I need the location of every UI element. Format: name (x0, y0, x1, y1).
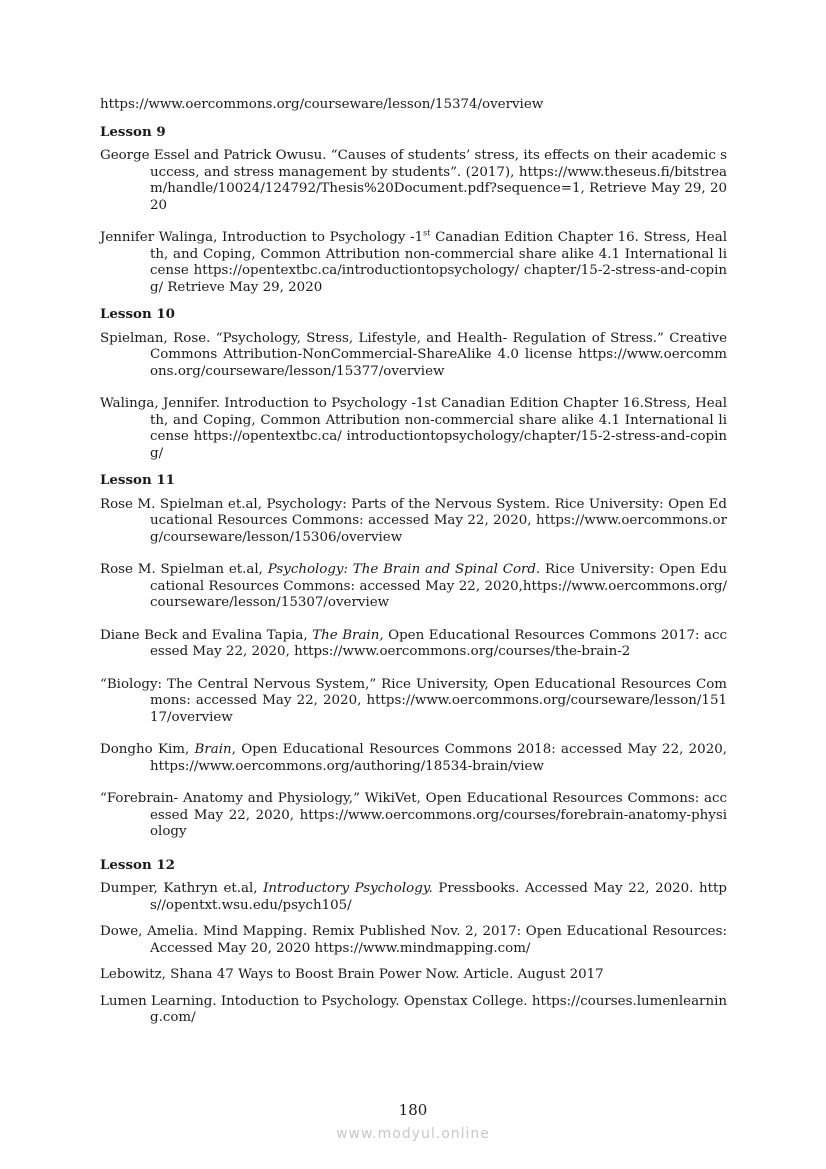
reference-text: Jennifer Walinga, Introduction to Psychology -1 (100, 230, 424, 245)
reference-title: Psychology: The Brain and Spinal Cord. (267, 562, 541, 577)
reference-entry (100, 230, 727, 296)
reference-entry: Lumen Learning. Intoduction to Psychology. Openstax College. https://courses.lumenlearning.com/ (100, 993, 727, 1025)
reference-text: Rose M. Spielman et.al, (100, 562, 268, 577)
lesson-12-heading: Lesson 12 (100, 856, 175, 873)
lesson-10-heading: Lesson 10 (100, 306, 175, 322)
lesson-9-heading: Lesson 9 (100, 123, 166, 140)
reference-entry: Rose M. Spielman et.al, Psychology: Parts of the Nervous System. Rice University: Open Educational Resources Commons: accessed May 22, 2020, https://www.oercommons.org/courseware/lesson/15306/overview (100, 496, 727, 545)
reference-entry: Dowe, Amelia. Mind Mapping. Remix Published Nov. 2, 2017: Open Educational Resources: Accessed May 20, 2020 https://www.mindmapping.com/ (100, 924, 727, 956)
lesson-11-heading: Lesson 11 (100, 472, 175, 488)
document-page (100, 97, 727, 1037)
page-number: 180 (398, 1101, 428, 1119)
reference-entry: George Essel and Patrick Owusu. “Causes of students’ stress, its effects on their academic success, and stress management by students”. (2017), https://www.theseus.fi/bitstream/handle/10024/124792/Thesis%20Document.pdf?sequence=1, Retrieve May 29, 2020 (100, 148, 727, 213)
reference-entry: Walinga, Jennifer. Introduction to Psychology -1st Canadian Edition Chapter 16.Stress, Health, and Coping, Common Attribution non-commercial share alike 4.1 International license https://opentextbc.ca/ introductiontopsychology/chapter/15-2-stress-and-coping/ (100, 396, 727, 461)
reference-text: Pressbooks. Accessed May 22, 2020. https//opentxt.wsu.edu/psych105/ (150, 881, 727, 913)
reference-entry (100, 562, 727, 612)
reference-entry: “Forebrain- Anatomy and Physiology,” WikiVet, Open Educational Resources Commons: accessed May 22, 2020, https://www.oercommons.org/courses/forebrain-anatomy-physiology (100, 791, 727, 839)
reference-superscript: st (423, 228, 431, 238)
watermark: www.modyul.online (336, 1126, 490, 1142)
reference-entry (100, 881, 727, 914)
reference-title: The Brain, (312, 627, 384, 643)
reference-url-continuation: https://www.oercommons.org/courseware/lesson/15374/overview (100, 97, 544, 112)
reference-title: Brain (194, 742, 232, 757)
reference-entry: Lebowitz, Shana 47 Ways to Boost Brain Power Now. Article. August 2017 (100, 967, 604, 982)
reference-text: Dongho Kim, (100, 742, 195, 757)
reference-text: Canadian Edition Chapter 16. Stress, Health, and Coping, Common Attribution non-commercial share alike 4.1 International license https://opentextbc.ca/introductiontopsychology/ chapter/15-2-stress-and-coping/ Retrieve May 29, 2020 (150, 230, 728, 295)
reference-title: Introductory Psychology. (263, 881, 433, 896)
reference-entry (100, 742, 727, 775)
reference-text: Rice University: Open Educational Resources Commons: accessed May 22, 2020,https://www.oercommons.org/courseware/lesson/15307/overview (150, 562, 727, 610)
reference-text: Diane Beck and Evalina Tapia, (100, 627, 313, 643)
reference-entry: “Biology: The Central Nervous System,” Rice University, Open Educational Resources Commons: accessed May 22, 2020, https://www.oercommons.org/courseware/lesson/15117/overview (100, 676, 727, 725)
reference-entry (100, 628, 727, 661)
reference-text: Dumper, Kathryn et.al, (100, 881, 264, 896)
reference-text: Open Educational Resources Commons 2017: accessed May 22, 2020, https://www.oercommons.org/courses/the-brain-2 (150, 627, 728, 659)
reference-text: , Open Educational Resources Commons 2018: accessed May 22, 2020, https://www.oercommons.org/authoring/18534-brain/view (150, 742, 727, 774)
reference-entry: Spielman, Rose. “Psychology, Stress, Lifestyle, and Health- Regulation of Stress.” Creative Commons Attribution-NonCommercial-ShareAlike 4.0 license https://www.oercommons.org/courseware/lesson/15377/overview (100, 330, 727, 379)
